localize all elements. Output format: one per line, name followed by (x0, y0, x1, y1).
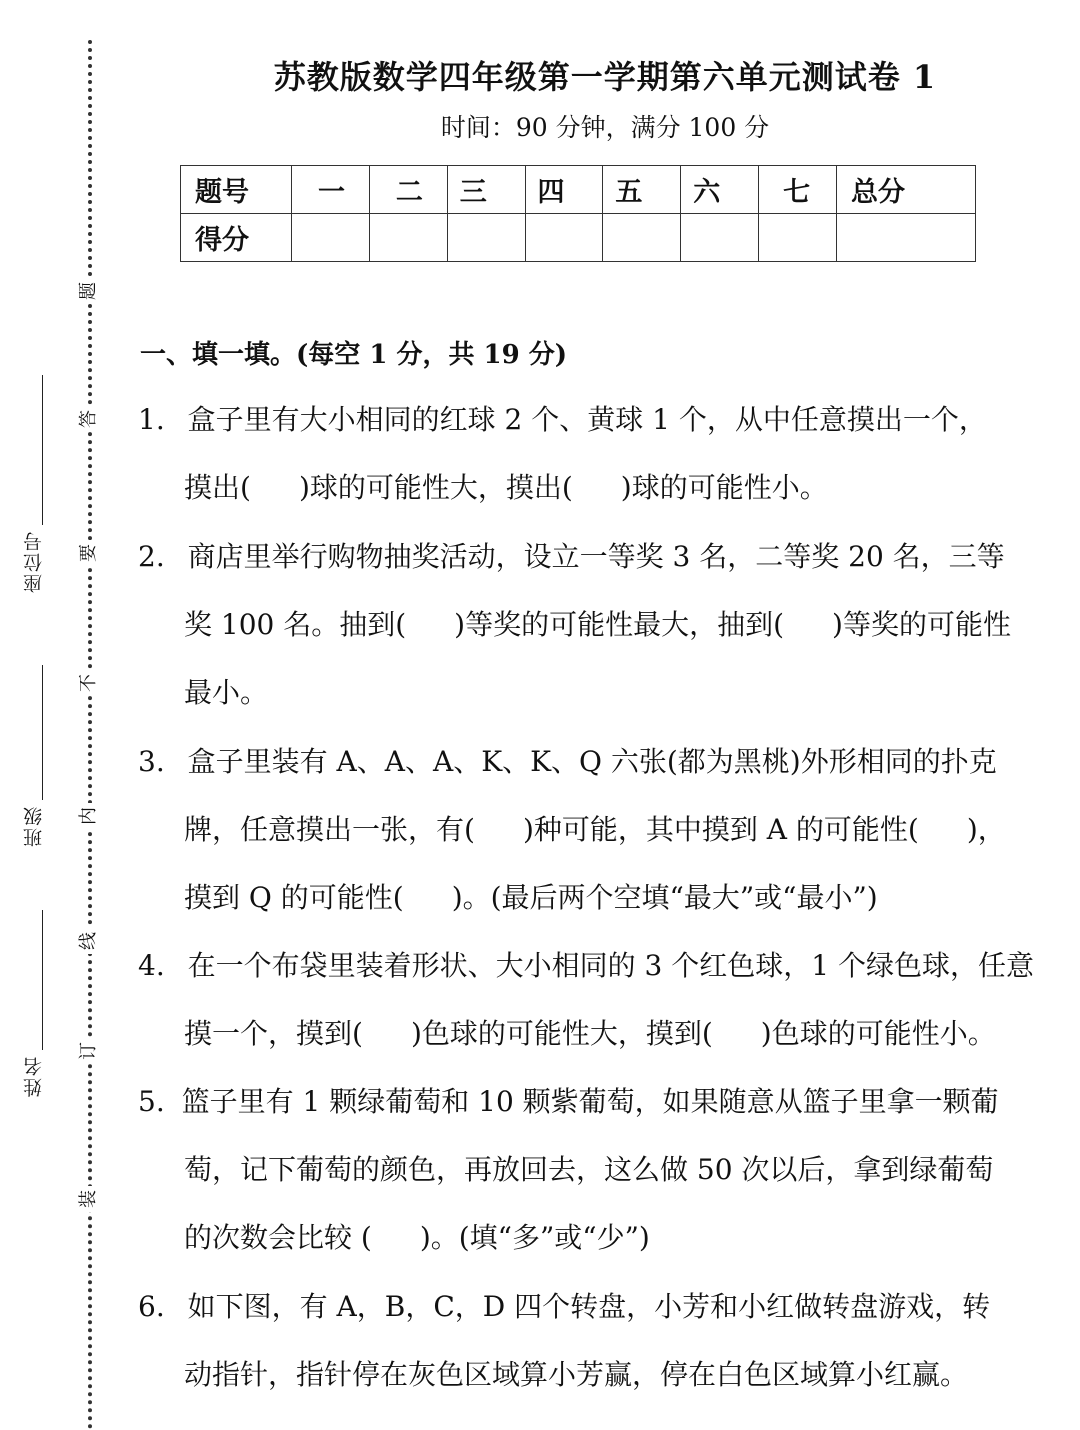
page-subtitle: 时间：90 分钟，满分 100 分 (440, 113, 770, 142)
score-input-cell[interactable] (759, 214, 837, 262)
question-text: 牌，任意摸出一张，有( (184, 813, 475, 846)
score-cell: 题号 (181, 166, 292, 214)
question-text: )色球的可能性大，摸到( (410, 1017, 713, 1050)
question-text: )球的可能性大，摸出( (298, 471, 573, 504)
question-text: )种可能，其中摸到 A 的可能性( (522, 813, 919, 846)
question-text: 萄，记下葡萄的颜色，再放回去，这么做 50 次以后，拿到绿葡萄 (184, 1153, 994, 1186)
question-line (138, 1287, 990, 1327)
question-line (184, 1355, 968, 1395)
question-text: 如下图，有 A，B，C，D 四个转盘，小芳和小红做转盘游戏，转 (187, 1290, 991, 1323)
question-text: )等奖的可能性 (832, 608, 1011, 641)
score-input-cell[interactable] (525, 214, 603, 262)
class-blank-line (42, 665, 43, 800)
score-cell: 一 (292, 166, 370, 214)
score-table-header-row (181, 166, 976, 214)
question-line (184, 673, 268, 713)
question-text: )球的可能性小。 (620, 471, 828, 504)
question-text: )。(填“多”或“少”) (419, 1221, 650, 1254)
question-text: )等奖的可能性最大，抽到( (454, 608, 785, 641)
question-number: 6. (138, 1290, 165, 1323)
score-table (180, 165, 976, 262)
question-line (184, 810, 1006, 850)
question-text: 的次数会比较 ( (184, 1221, 372, 1254)
question-text: 商店里举行购物抽奖活动，设立一等奖 3 名，二等奖 20 名，三等 (187, 540, 1005, 573)
name-label: 姓名 (23, 1055, 45, 1097)
question-text: 动指针，指针停在灰色区域算小芳赢，停在白色区域算小红赢。 (184, 1358, 969, 1391)
question-line (184, 605, 1011, 645)
score-input-cell[interactable] (369, 214, 447, 262)
dotted-char: 订 (78, 1038, 100, 1064)
question-text: 盒子里有大小相同的红球 2 个、黄球 1 个，从中任意摸出一个， (187, 403, 987, 436)
score-cell: 得分 (181, 214, 292, 262)
question-line (138, 400, 987, 440)
question-text: 盒子里装有 A、A、A、K、K、Q 六张(都为黑桃)外形相同的扑克 (187, 745, 997, 778)
question-line (184, 1218, 650, 1258)
question-line (184, 468, 828, 508)
dotted-char: 不 (78, 670, 100, 696)
dotted-char: 线 (78, 928, 100, 954)
question-text: 摸一个，摸到( (184, 1017, 363, 1050)
question-line (184, 1014, 996, 1054)
dotted-char: 答 (78, 406, 100, 432)
question-text: 奖 100 名。抽到( (184, 608, 407, 641)
score-cell: 五 (603, 166, 681, 214)
question-text: 最小。 (184, 676, 269, 709)
seat-blank-line (42, 375, 43, 525)
question-number: 1. (138, 403, 165, 436)
score-cell: 四 (525, 166, 603, 214)
question-line (138, 742, 997, 782)
question-text: )色球的可能性小。 (760, 1017, 996, 1050)
class-label: 班级 (23, 805, 45, 847)
question-text: )， (966, 813, 1006, 846)
question-text: )。(最后两个空填“最大”或“最小”) (451, 881, 878, 914)
question-line (184, 1150, 993, 1190)
score-table-score-row (181, 214, 976, 262)
question-text: 摸到 Q 的可能性( (184, 881, 404, 914)
question-number: 4. (138, 949, 165, 982)
name-blank-line (42, 910, 43, 1050)
question-line (138, 946, 1034, 986)
score-cell: 七 (759, 166, 837, 214)
dotted-char: 内 (78, 803, 100, 829)
question-number: 5. (138, 1085, 165, 1118)
score-cell: 三 (447, 166, 525, 214)
question-number: 2. (138, 540, 165, 573)
score-input-cell[interactable] (837, 214, 976, 262)
dotted-char: 装 (78, 1186, 100, 1212)
question-line (184, 878, 878, 918)
question-number: 3. (138, 745, 165, 778)
question-text: 篮子里有 1 颗绿葡萄和 10 颗紫葡萄，如果随意从篮子里拿一颗葡 (181, 1085, 999, 1118)
seat-label: 座位号 (23, 530, 45, 593)
dotted-char: 题 (78, 278, 100, 304)
page-title: 苏教版数学四年级第一学期第六单元测试卷 1 (273, 58, 937, 96)
section-heading: 一、填一填。(每空 1 分，共 19 分) (140, 340, 568, 370)
score-input-cell[interactable] (292, 214, 370, 262)
question-text: 摸出( (184, 471, 251, 504)
score-cell: 二 (369, 166, 447, 214)
question-line (138, 1082, 999, 1122)
score-cell: 六 (681, 166, 759, 214)
binding-dotted-line (88, 40, 92, 1430)
dotted-char: 要 (78, 540, 100, 566)
score-input-cell[interactable] (447, 214, 525, 262)
binding-margin (0, 0, 70, 1430)
question-line (138, 537, 1005, 577)
question-text: 在一个布袋里装着形状、大小相同的 3 个红色球，1 个绿色球，任意 (187, 949, 1034, 982)
score-cell: 总分 (837, 166, 976, 214)
score-input-cell[interactable] (603, 214, 681, 262)
score-input-cell[interactable] (681, 214, 759, 262)
